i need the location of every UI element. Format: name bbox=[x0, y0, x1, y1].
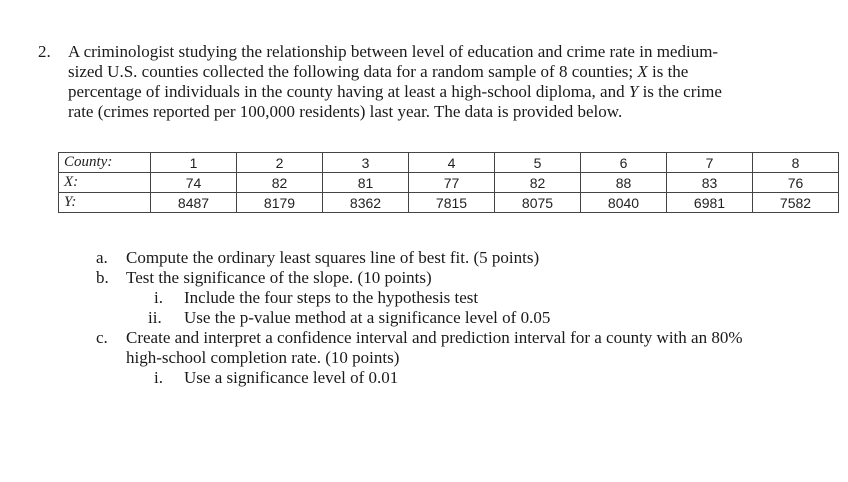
row-label: Y: bbox=[59, 193, 151, 213]
part-c-continuation bbox=[96, 348, 836, 368]
table-cell: 8 bbox=[753, 153, 839, 173]
table-cell: 82 bbox=[495, 173, 581, 193]
part-text: Compute the ordinary least squares line of best fit. (5 points) bbox=[126, 248, 540, 267]
variable-x: X bbox=[637, 62, 648, 81]
row-label: County: bbox=[59, 153, 151, 173]
table-row-county bbox=[59, 153, 839, 173]
list-marker: a. bbox=[96, 248, 108, 267]
table-cell: 7582 bbox=[753, 193, 839, 213]
table-cell: 1 bbox=[151, 153, 237, 173]
table-cell: 77 bbox=[409, 173, 495, 193]
list-marker: i. bbox=[154, 288, 163, 307]
table-cell: 5 bbox=[495, 153, 581, 173]
statement-line-2 bbox=[68, 62, 848, 82]
table-cell: 4 bbox=[409, 153, 495, 173]
table-cell: 6 bbox=[581, 153, 667, 173]
statement-line-3 bbox=[68, 82, 848, 102]
part-text: Create and interpret a confidence interval and prediction interval for a county with an 80% bbox=[126, 328, 743, 347]
table-cell: 88 bbox=[581, 173, 667, 193]
table-cell: 76 bbox=[753, 173, 839, 193]
list-marker: b. bbox=[96, 268, 109, 287]
part-text: Include the four steps to the hypothesis test bbox=[184, 288, 479, 307]
list-marker: i. bbox=[154, 368, 163, 387]
statement-line-4 bbox=[68, 102, 848, 122]
statement-line-1 bbox=[68, 42, 848, 62]
table-cell: 3 bbox=[323, 153, 409, 173]
statement-text: percentage of individuals in the county having at least a high-school diploma, and bbox=[68, 82, 629, 101]
data-table bbox=[58, 152, 839, 213]
part-b bbox=[96, 268, 836, 288]
statement-text: is the bbox=[647, 62, 689, 81]
table-cell: 8040 bbox=[581, 193, 667, 213]
table-cell: 7 bbox=[667, 153, 753, 173]
list-marker: ii. bbox=[148, 308, 162, 327]
part-b-i bbox=[96, 288, 836, 308]
problem-statement bbox=[68, 42, 848, 122]
statement-text: is the crime bbox=[638, 82, 722, 101]
table-cell: 2 bbox=[237, 153, 323, 173]
list-marker: c. bbox=[96, 328, 108, 347]
table-cell: 74 bbox=[151, 173, 237, 193]
table-row-x bbox=[59, 173, 839, 193]
table-cell: 83 bbox=[667, 173, 753, 193]
table-cell: 8362 bbox=[323, 193, 409, 213]
table-cell: 6981 bbox=[667, 193, 753, 213]
table-cell: 8487 bbox=[151, 193, 237, 213]
part-text: Test the significance of the slope. (10 points) bbox=[126, 268, 432, 287]
table-cell: 8179 bbox=[237, 193, 323, 213]
part-a bbox=[96, 248, 836, 268]
table-cell: 82 bbox=[237, 173, 323, 193]
problem-number: 2. bbox=[38, 42, 51, 61]
part-text: high-school completion rate. (10 points) bbox=[126, 348, 400, 367]
table-cell: 81 bbox=[323, 173, 409, 193]
statement-text: rate (crimes reported per 100,000 residents) last year. The data is provided below. bbox=[68, 102, 623, 121]
part-c bbox=[96, 328, 836, 348]
part-b-ii bbox=[96, 308, 836, 328]
variable-y: Y bbox=[628, 82, 639, 101]
part-text: Use a significance level of 0.01 bbox=[184, 368, 399, 387]
statement-text: A criminologist studying the relationship between level of education and crime rate in medium- bbox=[68, 42, 719, 61]
row-label: X: bbox=[59, 173, 151, 193]
part-c-i bbox=[96, 368, 836, 388]
statement-text: sized U.S. counties collected the following data for a random sample of 8 counties; bbox=[68, 62, 638, 81]
question-parts bbox=[96, 248, 836, 388]
part-text: Use the p-value method at a significance level of 0.05 bbox=[184, 308, 551, 327]
table-cell: 8075 bbox=[495, 193, 581, 213]
table-cell: 7815 bbox=[409, 193, 495, 213]
table-row-y bbox=[59, 193, 839, 213]
